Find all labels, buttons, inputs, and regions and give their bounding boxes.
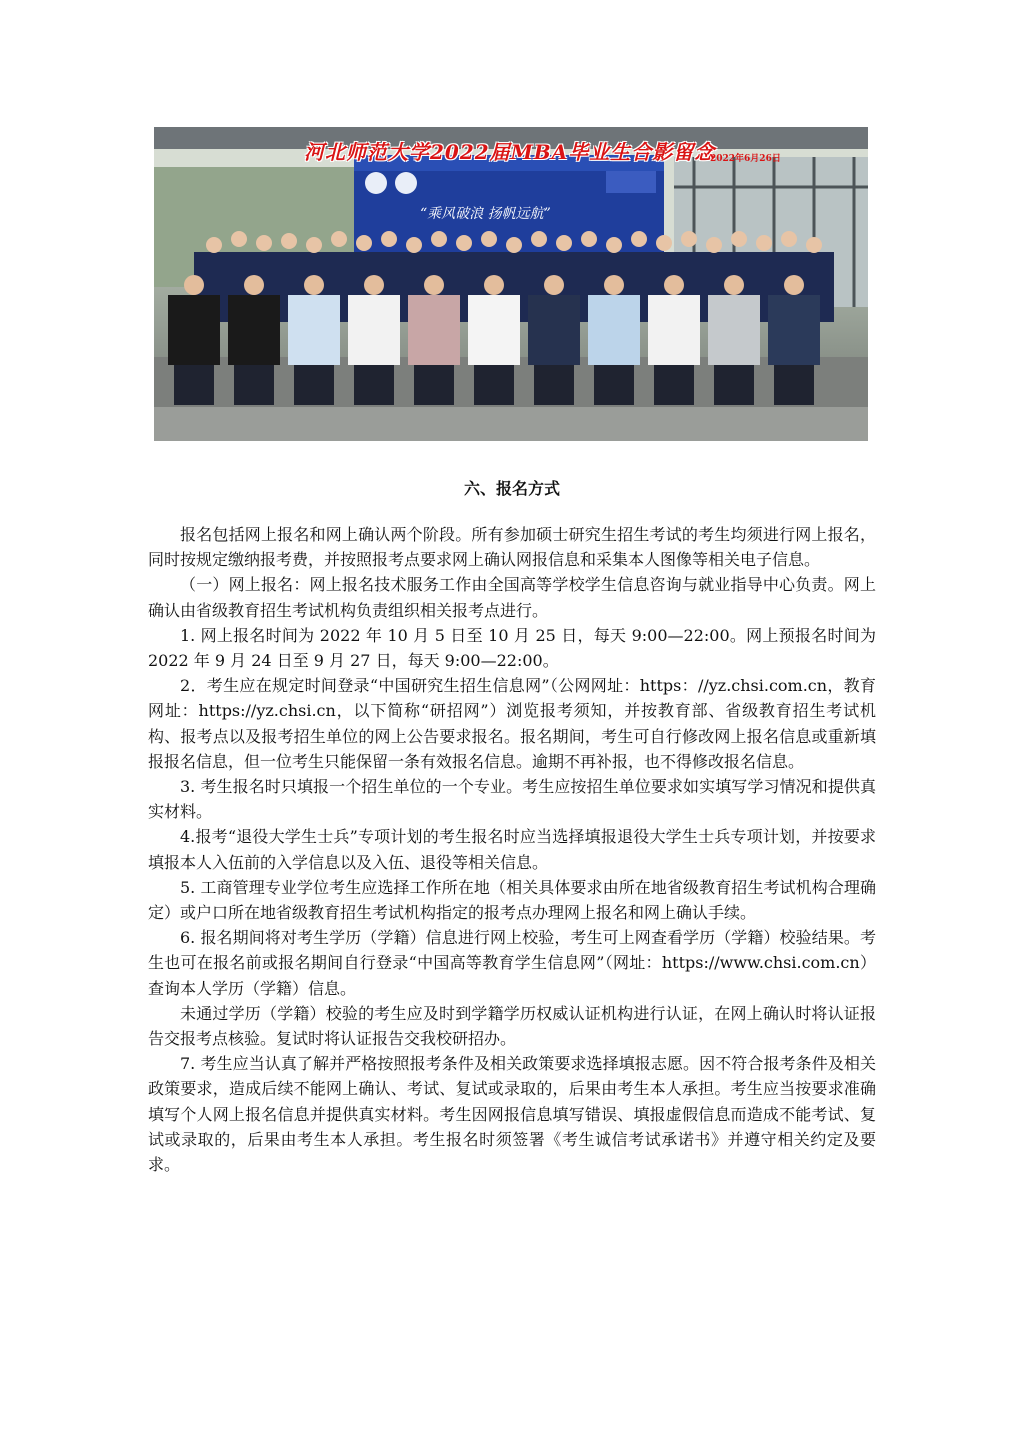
paragraph: 6. 报名期间将对考生学历（学籍）信息进行网上校验，考生可上网查看学历（学籍）校验结果。考生也可在报名前或报名期间自行登录“中国高等教育学生信息网”（网址：https://www.chsi.com.cn）查询本人学历（学籍）信息。 xyxy=(148,928,876,998)
paragraph: （一）网上报名：网上报名技术服务工作由全国高等学校学生信息咨询与就业指导中心负责。网上确认由省级教育招生考试机构负责组织相关报考点进行。 xyxy=(148,575,876,620)
paragraph: 5. 工商管理专业学位考生应选择工作所在地（相关具体要求由所在地省级教育招生考试机构合理确定）或户口所在地省级教育招生考试机构指定的报考点办理网上报名和网上确认手续。 xyxy=(148,877,876,923)
paragraph: 报名包括网上报名和网上确认两个阶段。所有参加硕士研究生招生考试的考生均须进行网上报名，同时按规定缴纳报考费，并按照报考点要求网上确认网报信息和采集本人图像等相关电子信息。 xyxy=(148,525,876,570)
paragraph: 2．考生应在规定时间登录“中国研究生招生信息网”（公网网址：https：//yz.chsi.com.cn，教育网址：https://yz.chsi.cn，以下简称“研招网”）浏览报考须知，并按教育部、省级教育招生考试机构、报考点以及报考招生单位的网上公告要求报名。报名期间，考生可自行修改网上报名信息或重新填报报名信息，但一位考生只能保留一条有效报名信息。逾期不再补报，也不得修改报名信息。 xyxy=(148,676,876,771)
photo-caption: 河北师范大学2022届MBA毕业生合影留念 xyxy=(304,140,716,164)
banner-slogan: “乘风破浪 扬帆远航” xyxy=(420,206,551,222)
paragraph: 7. 考生应当认真了解并严格按照报考条件及相关政策要求选择填报志愿。因不符合报考条件及相关政策要求，造成后续不能网上确认、考试、复试或录取的，后果由考生本人承担。考生应当按要求准确填写个人网上报名信息并提供真实材料。考生因网报信息填写错误、填报虚假信息而造成不能考试、复试或录取的，后果由考生本人承担。考生报名时须签署《考生诚信考试承诺书》并遵守相关约定及要求。 xyxy=(148,1054,876,1175)
photo-date: 2022年6月26日 xyxy=(710,154,781,164)
section-heading: 六、报名方式 xyxy=(463,479,560,498)
paragraph: 4.报考“退役大学生士兵”专项计划的考生报名时应当选择填报退役大学生士兵专项计划，并按要求填报本人入伍前的入学信息以及入伍、退役等相关信息。 xyxy=(148,827,876,872)
paragraph: 未通过学历（学籍）校验的考生应及时到学籍学历权威认证机构进行认证，在网上确认时将认证报告交报考点核验。复试时将认证报告交我校研招办。 xyxy=(148,1003,876,1049)
group-photo-illustration xyxy=(154,127,868,441)
graduation-group-photo xyxy=(154,127,868,441)
paragraph: 1. 网上报名时间为 2022 年 10 月 5 日至 10 月 25 日，每天 9:00—22:00。网上预报名时间为 2022 年 9 月 24 日至 9 月 27 日，每天 9:00—22:00。 xyxy=(148,625,876,671)
paragraph: 3. 考生报名时只填报一个招生单位的一个专业。考生应按招生单位要求如实填写学习情况和提供真实材料。 xyxy=(148,777,876,822)
body-text xyxy=(148,522,876,1177)
